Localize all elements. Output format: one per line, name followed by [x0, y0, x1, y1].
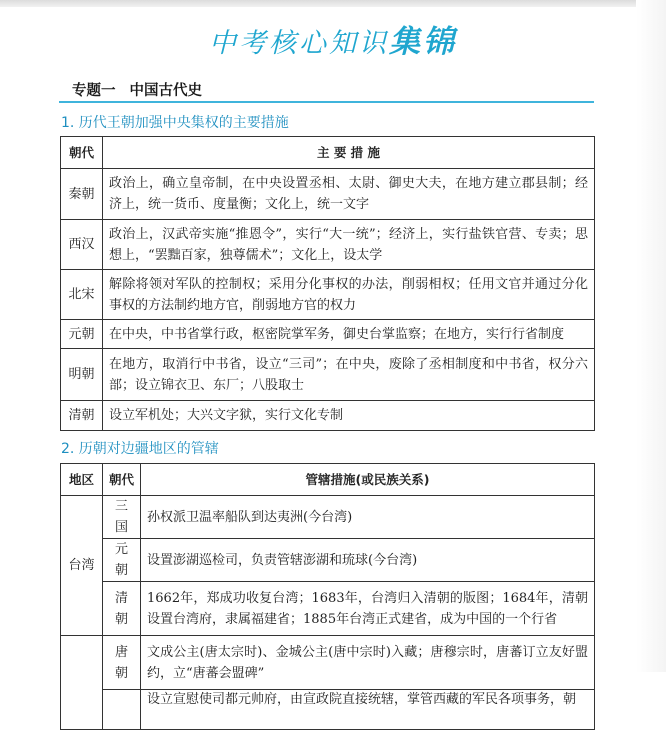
dynasty-cell: 明朝 — [61, 349, 103, 401]
table-header-row — [61, 464, 595, 496]
header-measures: 主 要 措 施 — [103, 137, 595, 169]
measures-cell: 在地方，取消行中书省，设立“三司”；在中央，废除了丞相制度和中书省，权分六部；设立锦衣卫、东厂；八股取士 — [103, 349, 595, 401]
dynasty-cell: 元朝 — [103, 539, 141, 582]
topic-number: 专题一 — [72, 83, 116, 99]
table-row — [61, 539, 595, 582]
section1-heading: 1. 历代王朝加强中央集权的主要措施 — [61, 115, 289, 131]
dynasty-cell: 清朝 — [61, 401, 103, 431]
table-row — [61, 349, 595, 401]
table-row — [61, 401, 595, 431]
measure-cell: 设置澎湖巡检司，负责管辖澎湖和琉球(今台湾) — [141, 539, 595, 582]
dynasty-cell: 秦朝 — [61, 169, 103, 220]
measure-cell: 设立宣慰使司都元帅府，由宣政院直接统辖，掌管西藏的军民各项事务，朝 — [141, 690, 595, 730]
dynasty-cell: 西汉 — [61, 220, 103, 270]
table-row — [61, 582, 595, 636]
measures-cell: 解除将领对军队的控制权；采用分化事权的办法，削弱相权；任用文官并通过分化事权的方法制约地方官，削弱地方官的权力 — [103, 270, 595, 320]
dynasty-cell — [103, 690, 141, 730]
dynasty-cell: 元朝 — [61, 320, 103, 349]
measures-cell: 在中央，中书省掌行政，枢密院掌军务，御史台掌监察；在地方，实行行省制度 — [103, 320, 595, 349]
table-row — [61, 690, 595, 730]
table-row — [61, 320, 595, 349]
table-row — [61, 169, 595, 220]
measure-cell: 孙权派卫温率船队到达夷洲(今台湾) — [141, 496, 595, 539]
measures-cell: 政治上，确立皇帝制，在中央设置丞相、太尉、御史大夫，在地方建立郡县制；经济上，统一货币、度量衡；文化上，统一文字 — [103, 169, 595, 220]
table-row — [61, 220, 595, 270]
measures-cell: 设立军机处；大兴文字狱，实行文化专制 — [103, 401, 595, 431]
topic-divider — [59, 101, 594, 103]
section2-heading: 2. 历朝对边疆地区的管辖 — [61, 441, 219, 457]
header-region: 地区 — [61, 464, 103, 496]
region-cell: 台湾 — [61, 496, 103, 636]
title-bold: 集锦 — [389, 24, 457, 60]
topic-name: 中国古代史 — [129, 83, 202, 99]
table-row — [61, 636, 595, 690]
header-dynasty: 朝代 — [61, 137, 103, 169]
frontier-table — [60, 463, 595, 730]
viewer-top-edge — [0, 0, 666, 7]
table-row — [61, 270, 595, 320]
dynasty-cell: 唐朝 — [103, 636, 141, 690]
central-power-table — [60, 136, 595, 431]
table-header-row — [61, 137, 595, 169]
measure-cell: 1662年，郑成功收复台湾；1683年，台湾归入清朝的版图；1684年，清朝设置台湾府，隶属福建省；1885年台湾正式建省，成为中国的一个行省 — [141, 582, 595, 636]
measures-cell: 政治上，汉武帝实施“推恩令”，实行“大一统”；经济上，实行盐铁官营、专卖；思想上，“罢黜百家，独尊儒术”；文化上，设太学 — [103, 220, 595, 270]
region-cell-empty — [61, 636, 103, 730]
table-row — [61, 496, 595, 539]
page-title — [0, 16, 666, 61]
header-dynasty: 朝代 — [103, 464, 141, 496]
page-edge-shadow — [636, 0, 666, 672]
dynasty-cell: 三国 — [103, 496, 141, 539]
measure-cell: 文成公主(唐太宗时)、金城公主(唐中宗时)入藏；唐穆宗时，唐蕃订立友好盟约，立“唐蕃会盟碑” — [141, 636, 595, 690]
dynasty-cell: 北宋 — [61, 270, 103, 320]
header-measure: 管辖措施(或民族关系) — [141, 464, 595, 496]
title-normal: 中考核心知识 — [209, 28, 389, 59]
dynasty-cell: 清朝 — [103, 582, 141, 636]
topic-heading — [72, 79, 216, 100]
